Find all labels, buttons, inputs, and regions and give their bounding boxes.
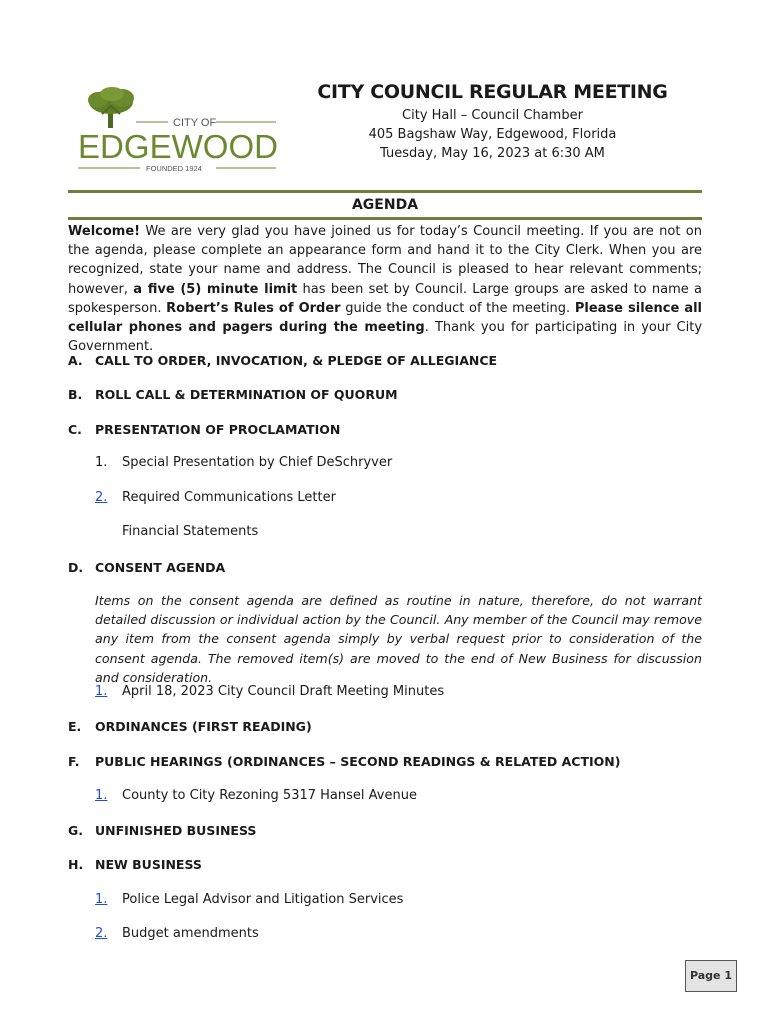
item-number: 1. — [95, 455, 108, 470]
logo-name: EDGEWOOD — [78, 128, 278, 165]
meeting-location: City Hall – Council Chamber — [402, 108, 583, 123]
meeting-datetime: Tuesday, May 16, 2023 at 6:30 AM — [380, 146, 605, 161]
section-letter: G. — [68, 823, 84, 838]
item-number-link[interactable]: 1. — [95, 684, 108, 699]
divider-bottom — [68, 217, 702, 220]
section-letter: D. — [68, 560, 84, 575]
section-title: NEW BUSINESS — [95, 857, 202, 872]
welcome-paragraph — [68, 222, 702, 356]
item-text: County to City Rezoning 5317 Hansel Avenue — [122, 788, 417, 803]
rules-of-order-text: Robert’s Rules of Order — [166, 300, 341, 316]
edgewood-logo — [76, 86, 286, 176]
section-title: ROLL CALL & DETERMINATION OF QUORUM — [95, 387, 398, 402]
list-item — [95, 788, 417, 803]
item-text: Special Presentation by Chief DeSchryver — [122, 455, 393, 470]
silence-phones-text: Please silence all cellular phones and pagers during the meeting — [68, 300, 703, 336]
welcome-text: We are very glad you have joined us for today’s Council meeting. If you are not on the agenda, please complete an appearance form and hand it to the City Clerk. When you are recognized, state your name and address. The Council is pleased to hear relevant comments; however, — [68, 224, 702, 297]
list-item — [95, 684, 444, 699]
section-c — [68, 422, 340, 437]
section-letter: B. — [68, 387, 83, 402]
section-h — [68, 857, 202, 872]
section-title: CONSENT AGENDA — [95, 560, 226, 575]
divider-top — [68, 190, 702, 193]
section-b — [68, 387, 398, 402]
section-d — [68, 560, 225, 575]
section-title: CALL TO ORDER, INVOCATION, & PLEDGE OF ALLEGIANCE — [95, 353, 498, 368]
section-letter: H. — [68, 857, 84, 872]
section-a — [68, 353, 497, 368]
tree-icon — [88, 87, 134, 128]
section-e — [68, 719, 312, 734]
section-title: PRESENTATION OF PROCLAMATION — [95, 422, 341, 437]
item-number-link[interactable]: 1. — [95, 788, 108, 803]
section-letter: E. — [68, 719, 82, 734]
section-title: UNFINISHED BUSINESS — [95, 823, 257, 838]
list-item — [95, 490, 336, 505]
time-limit-text: a five (5) minute limit — [133, 281, 298, 297]
section-letter: A. — [68, 353, 83, 368]
consent-agenda-note: Items on the consent agenda are defined as routine in nature, therefore, do not warrant detailed discussion or individual action by the Council. Any member of the Council may remove any item from the consent agenda simply by verbal request prior to consideration of the consent agenda. The removed item(s) are moved to the end of New Business for discussion and consideration. — [95, 593, 702, 685]
section-title: PUBLIC HEARINGS (ORDINANCES – SECOND READINGS & RELATED ACTION) — [95, 754, 621, 769]
item-number-link[interactable]: 2. — [95, 490, 108, 505]
item-number-link[interactable]: 1. — [95, 892, 108, 907]
section-title: ORDINANCES (FIRST READING) — [95, 719, 312, 734]
logo-founded: FOUNDED 1924 — [146, 164, 202, 173]
list-item — [95, 455, 392, 470]
item-text: Budget amendments — [122, 926, 259, 941]
welcome-text: has been set by Council. Large groups are asked to name a spokesperson. — [68, 281, 703, 316]
welcome-text: guide the conduct of the meeting. — [340, 300, 575, 316]
section-f — [68, 754, 620, 769]
item-text: Required Communications Letter — [122, 490, 336, 505]
welcome-text: . Thank you for participating in your City Government. — [68, 320, 703, 355]
logo-city-of: CITY OF — [173, 117, 217, 129]
item-text: Police Legal Advisor and Litigation Services — [122, 892, 404, 907]
item-number-link[interactable]: 2. — [95, 926, 108, 941]
section-letter: F. — [68, 754, 80, 769]
page-number-badge: Page 1 — [685, 960, 737, 992]
item-text: April 18, 2023 City Council Draft Meeting Minutes — [122, 684, 445, 699]
list-item — [95, 926, 259, 941]
meeting-title: CITY COUNCIL REGULAR MEETING — [317, 81, 668, 103]
list-item — [95, 892, 403, 907]
section-letter: C. — [68, 422, 82, 437]
meeting-address: 405 Bagshaw Way, Edgewood, Florida — [368, 127, 617, 142]
agenda-heading: AGENDA — [351, 197, 419, 213]
list-sub-item: Financial Statements — [122, 524, 259, 539]
welcome-lead: Welcome! — [68, 224, 141, 239]
section-g — [68, 823, 256, 838]
